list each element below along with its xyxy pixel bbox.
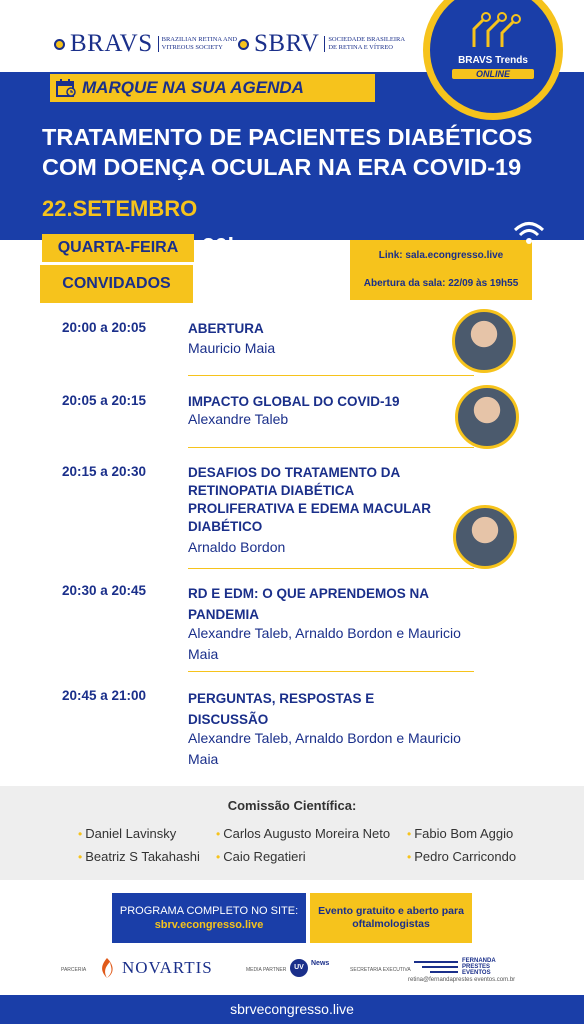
scientific-commission <box>0 786 584 880</box>
free-event-box <box>310 893 472 943</box>
session-time: 20:05 a 20:15 <box>62 393 147 408</box>
commission-member: • Beatriz S Takahashi <box>78 849 200 864</box>
bullet-icon: • <box>78 827 83 841</box>
media-label: MEDIA PARTNER <box>246 967 287 973</box>
wifi-icon <box>512 218 546 246</box>
session-speakers: Alexandre Taleb, Arnaldo Bordon e Mauricio Maia <box>188 730 461 767</box>
speaker-photo-maia <box>452 309 516 373</box>
bravs-mark: BRAVS <box>70 30 153 57</box>
bullet-icon: • <box>407 827 412 841</box>
session-speakers: Arnaldo Bordon <box>188 539 286 555</box>
bullet-icon: • <box>78 850 83 864</box>
commission-heading: Comissão Científica: <box>227 798 357 813</box>
agenda-banner <box>50 74 375 102</box>
commission-member: • Daniel Lavinsky <box>78 826 177 841</box>
session-speakers: Alexandre Taleb, Arnaldo Bordon e Mauricio Maia <box>188 625 461 662</box>
program-label: PROGRAMA COMPLETO NO SITE: <box>119 905 299 917</box>
commission-member: • Caio Regatieri <box>216 849 306 864</box>
sponsors-row <box>0 955 584 993</box>
uvnews-logo-icon: UV <box>290 959 308 977</box>
speaker-photo-taleb <box>455 385 519 449</box>
partner-label: PARCERIA <box>61 967 87 973</box>
footer-site[interactable]: sbrvecongresso.live <box>0 995 584 1024</box>
bravs-subtitle: BRAZILIAN RETINA AND VITREOUS SOCIETY <box>158 36 242 52</box>
commission-member: • Carlos Augusto Moreira Neto <box>216 826 391 841</box>
commission-member: • Fabio Bom Aggio <box>407 826 514 841</box>
calendar-icon <box>56 79 76 97</box>
event-hour: 20h <box>202 233 242 259</box>
event-title: TRATAMENTO DE PACIENTES DIABÉTICOS COM DOENÇA OCULAR NA ERA COVID-19 <box>42 124 533 180</box>
bullet-icon: • <box>407 850 412 864</box>
sbrv-mark: SBRV <box>254 30 320 57</box>
fp-eventos-logo <box>414 958 512 976</box>
fp-lines-icon <box>414 960 458 974</box>
bravs-dot-icon <box>54 39 65 50</box>
sbrv-dot-icon <box>238 39 249 50</box>
badge-subtitle: ONLINE <box>452 69 534 79</box>
circuit-icon <box>464 9 524 49</box>
free-event-text: Evento gratuito e aberto para oftalmologistas <box>318 905 464 930</box>
session-divider <box>188 671 474 672</box>
room-opening: Abertura da sala: 22/09 às 19h55 <box>363 278 519 289</box>
session-time: 20:30 a 20:45 <box>62 583 147 598</box>
session-divider <box>188 568 474 569</box>
sbrv-logo <box>238 30 408 58</box>
commission-member: • Pedro Carricondo <box>407 849 517 864</box>
novartis-logo <box>98 957 213 979</box>
fp-email: retina@fernandaprestes eventos.com.br <box>408 977 516 983</box>
session-title: RD E EDM: O QUE APRENDEMOS NA PANDEMIA <box>188 586 429 622</box>
session-divider <box>188 447 474 448</box>
room-link[interactable]: Link: sala.econgresso.live <box>378 250 504 261</box>
session-speakers: Mauricio Maia <box>188 340 276 356</box>
session-time: 20:15 a 20:30 <box>62 464 147 479</box>
bravs-logo <box>54 30 242 58</box>
session-speakers: Alexandre Taleb <box>188 411 289 427</box>
agenda-text: MARQUE NA SUA AGENDA <box>82 78 304 97</box>
fp-name: FERNANDA PRESTES EVENTOS <box>462 958 496 976</box>
guests-label: CONVIDADOS <box>40 265 193 303</box>
bullet-icon: • <box>216 850 221 864</box>
novartis-name: NOVARTIS <box>122 958 213 977</box>
uvnews-text: News <box>311 960 330 967</box>
link-box <box>350 240 532 300</box>
secretary-label: SECRETARIA EXECUTIVA <box>350 967 411 973</box>
session-divider <box>188 375 474 376</box>
session-title: DESAFIOS DO TRATAMENTO DA RETINOPATIA DIABÉTICA PROLIFERATIVA E EDEMA MACULAR DIABÉTICO <box>188 465 431 534</box>
badge-title: BRAVS Trends <box>458 55 528 66</box>
session-title: PERGUNTAS, RESPOSTAS E DISCUSSÃO <box>188 691 375 727</box>
session-time: 20:45 a 21:00 <box>62 688 147 703</box>
speaker-photo-bordon <box>453 505 517 569</box>
session-title: IMPACTO GLOBAL DO COVID-19 <box>188 394 400 409</box>
program-site-link[interactable]: sbrv.econgresso.live <box>154 919 264 931</box>
sbrv-subtitle: SOCIEDADE BRASILEIRA DE RETINA E VÍTREO <box>324 36 408 52</box>
program-box[interactable] <box>112 893 306 943</box>
session-title: ABERTURA <box>188 321 264 336</box>
event-weekday: QUARTA-FEIRA <box>42 234 194 262</box>
event-date: 22.SETEMBRO <box>42 196 198 221</box>
bullet-icon: • <box>216 827 221 841</box>
session-time: 20:00 a 20:05 <box>62 320 147 335</box>
novartis-flame-icon <box>98 957 116 979</box>
